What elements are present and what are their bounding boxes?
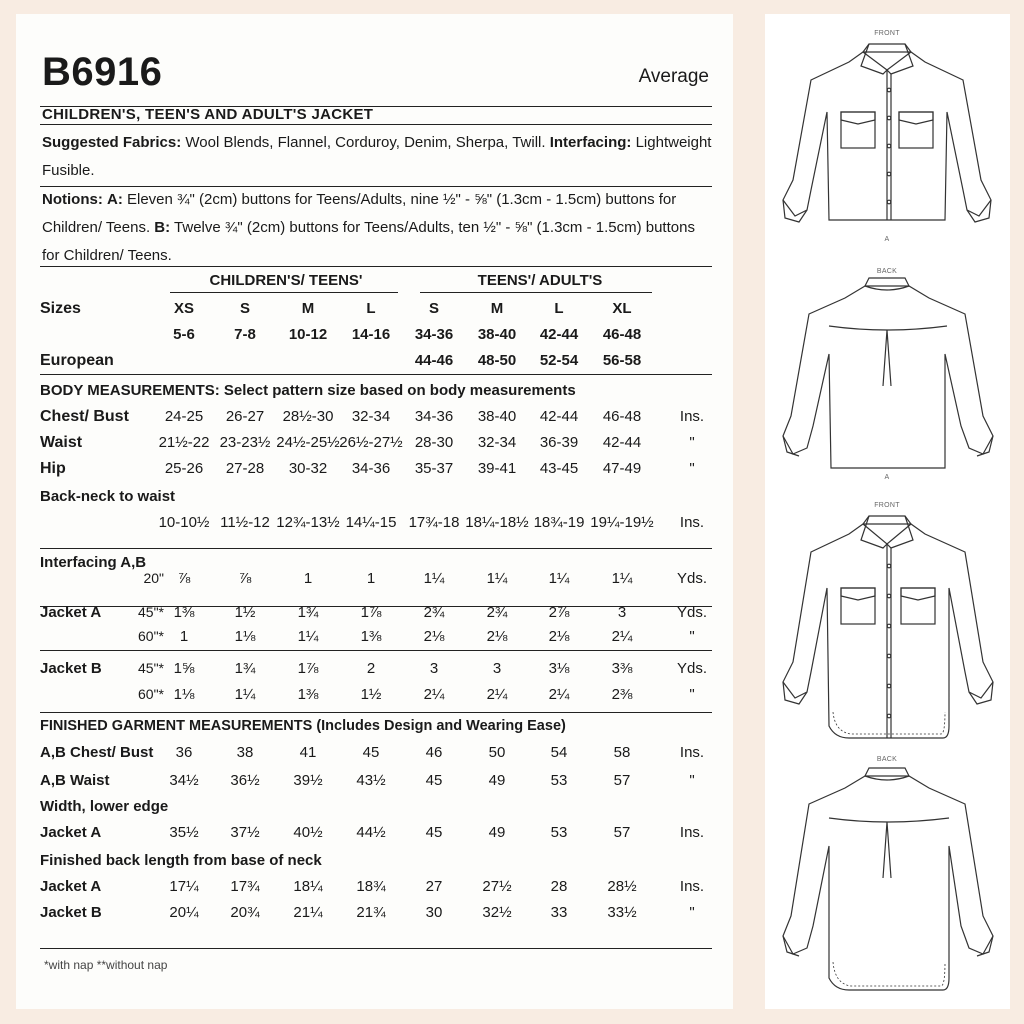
table-cell: 53 bbox=[550, 824, 568, 841]
table-cell: 3⅜ bbox=[611, 660, 633, 677]
unit-label: Ins. bbox=[679, 408, 705, 425]
group-underline bbox=[170, 292, 398, 293]
table-cell: 54 bbox=[550, 744, 568, 761]
table-cell: 17¾ bbox=[230, 878, 260, 895]
divider bbox=[40, 712, 712, 713]
table-cell: 26-27 bbox=[225, 408, 265, 425]
body-measurements-title: BODY MEASUREMENTS: Select pattern size based on body measurements bbox=[40, 382, 576, 399]
table-cell: 11½-12 bbox=[220, 514, 270, 531]
finished-measurements-title: FINISHED GARMENT MEASUREMENTS (Includes Design and Wearing Ease) bbox=[40, 718, 566, 734]
unit-label: Yds. bbox=[676, 570, 707, 587]
table-cell: 58 bbox=[613, 744, 631, 761]
size-letter: XS bbox=[173, 300, 194, 317]
table-cell: 40½ bbox=[293, 824, 323, 841]
table-cell: 34½ bbox=[169, 772, 199, 789]
back-length-label: Finished back length from base of neck bbox=[40, 852, 322, 869]
table-cell: 1¼ bbox=[297, 628, 319, 645]
table-cell: 17¾-18 bbox=[408, 514, 460, 531]
divider bbox=[40, 948, 712, 949]
fabric-width: 20" bbox=[143, 570, 164, 586]
size-letter: M bbox=[301, 300, 315, 317]
table-cell: 1 bbox=[303, 570, 313, 587]
table-cell: 57 bbox=[613, 772, 631, 789]
table-cell: 1¼ bbox=[548, 570, 570, 587]
difficulty-level: Average bbox=[638, 66, 709, 87]
table-cell: 1⅛ bbox=[234, 628, 256, 645]
unit-label: " bbox=[689, 686, 695, 703]
table-cell: 2⅛ bbox=[548, 628, 570, 645]
divider bbox=[40, 548, 712, 549]
table-cell: 27½ bbox=[482, 878, 512, 895]
fabric-width: 60"* bbox=[138, 628, 164, 644]
size-number: 14-16 bbox=[351, 326, 391, 343]
unit-label: Ins. bbox=[679, 824, 705, 841]
unit-label: " bbox=[689, 628, 695, 645]
table-cell: 12¾-13½ bbox=[276, 514, 340, 531]
body-row-label: Waist bbox=[40, 434, 83, 451]
table-cell: ⅞ bbox=[238, 570, 252, 587]
table-cell: 1⅜ bbox=[297, 686, 319, 703]
table-cell: 45 bbox=[362, 744, 380, 761]
view-label: BACK bbox=[876, 756, 898, 763]
table-cell: 1⅝ bbox=[173, 660, 195, 677]
table-cell: 34-36 bbox=[351, 460, 391, 477]
table-cell: 39-41 bbox=[477, 460, 517, 477]
fabrics-label: Suggested Fabrics: bbox=[42, 134, 182, 151]
table-cell: 1⅞ bbox=[360, 604, 382, 621]
table-cell: 42-44 bbox=[602, 434, 642, 451]
table-cell: 49 bbox=[488, 824, 506, 841]
jacket-a-back-drawing bbox=[765, 276, 1010, 476]
group-adults-heading: TEENS'/ ADULT'S bbox=[477, 272, 603, 289]
table-cell: 30 bbox=[425, 904, 443, 921]
variant-label: A bbox=[884, 236, 890, 243]
view-label: FRONT bbox=[874, 30, 900, 37]
table-cell: 2⅞ bbox=[548, 604, 570, 621]
size-number: 46-48 bbox=[602, 326, 642, 343]
table-cell: 1 bbox=[179, 628, 189, 645]
size-letter: L bbox=[554, 300, 564, 317]
unit-label: Ins. bbox=[679, 878, 705, 895]
table-cell: 57 bbox=[613, 824, 631, 841]
table-cell: 1⅛ bbox=[173, 686, 195, 703]
table-cell: 50 bbox=[488, 744, 506, 761]
table-cell: 23-23½ bbox=[219, 434, 271, 451]
table-cell: 28½ bbox=[607, 878, 637, 895]
notions-b-label: B: bbox=[154, 219, 171, 236]
table-cell: 2¼ bbox=[486, 686, 508, 703]
interfacing-yardage-label: Interfacing A,B bbox=[40, 554, 147, 571]
table-cell: 2¼ bbox=[423, 686, 445, 703]
size-european: 48-50 bbox=[477, 352, 517, 369]
table-cell: 2¼ bbox=[611, 628, 633, 645]
unit-label: " bbox=[689, 772, 695, 789]
divider bbox=[40, 124, 712, 125]
table-cell: 21½-22 bbox=[158, 434, 210, 451]
table-cell: 47-49 bbox=[602, 460, 642, 477]
notions-a-label: A: bbox=[107, 191, 123, 208]
table-cell: 21¼ bbox=[293, 904, 323, 921]
size-european: 56-58 bbox=[602, 352, 642, 369]
table-cell: 38-40 bbox=[477, 408, 517, 425]
table-cell: 1⅜ bbox=[360, 628, 382, 645]
table-cell: 39½ bbox=[293, 772, 323, 789]
notions-paragraph bbox=[42, 186, 714, 270]
table-cell: 42-44 bbox=[539, 408, 579, 425]
table-cell: 17¼ bbox=[169, 878, 199, 895]
fabrics-paragraph bbox=[42, 129, 714, 185]
view-label: BACK bbox=[876, 268, 898, 275]
table-cell: 1½ bbox=[234, 604, 256, 621]
size-number: 5-6 bbox=[173, 326, 195, 343]
table-cell: 46 bbox=[425, 744, 443, 761]
table-cell: 30-32 bbox=[288, 460, 328, 477]
unit-label: " bbox=[689, 904, 695, 921]
size-number: 38-40 bbox=[477, 326, 517, 343]
table-cell: 1¼ bbox=[234, 686, 256, 703]
jacket-b-front-drawing bbox=[765, 512, 1010, 746]
table-cell: 43½ bbox=[356, 772, 386, 789]
body-row-label: Chest/ Bust bbox=[40, 408, 129, 425]
table-cell: 28½-30 bbox=[282, 408, 334, 425]
sizes-label: Sizes bbox=[40, 300, 81, 317]
table-cell: 2⅜ bbox=[611, 686, 633, 703]
notions-label: Notions: bbox=[42, 191, 103, 208]
unit-label: " bbox=[689, 460, 695, 477]
table-cell: 36½ bbox=[230, 772, 260, 789]
european-label: European bbox=[40, 352, 114, 369]
table-cell: 10-10½ bbox=[158, 514, 210, 531]
fabric-width: 45"* bbox=[138, 604, 164, 620]
table-cell: 32-34 bbox=[351, 408, 391, 425]
size-letter: L bbox=[366, 300, 376, 317]
table-cell: 36-39 bbox=[539, 434, 579, 451]
table-cell: 1¾ bbox=[234, 660, 256, 677]
size-european: 52-54 bbox=[539, 352, 579, 369]
size-number: 10-12 bbox=[288, 326, 328, 343]
jacket-b-back-drawing bbox=[765, 766, 1010, 996]
table-cell: 18¾ bbox=[356, 878, 386, 895]
table-cell: 1 bbox=[366, 570, 376, 587]
divider bbox=[40, 374, 712, 375]
table-cell: 24-25 bbox=[164, 408, 204, 425]
table-cell: 1¼ bbox=[423, 570, 445, 587]
notions-a-text: Eleven ¾" (2cm) buttons for Teens/Adults, nine ½" - ⅝" (1.3cm - 1.5cm) buttons for Children/ Teens. bbox=[42, 191, 677, 236]
table-cell: 2¾ bbox=[486, 604, 508, 621]
table-cell: 2¼ bbox=[548, 686, 570, 703]
table-cell: 27-28 bbox=[225, 460, 265, 477]
table-cell: 3 bbox=[429, 660, 439, 677]
size-number: 42-44 bbox=[539, 326, 579, 343]
unit-label: Ins. bbox=[679, 744, 705, 761]
finished-row-label: Jacket A bbox=[40, 878, 102, 895]
pattern-code: B6916 bbox=[42, 50, 163, 94]
table-cell: 41 bbox=[299, 744, 317, 761]
table-cell: 36 bbox=[175, 744, 193, 761]
size-letter: S bbox=[428, 300, 439, 317]
table-cell: 2 bbox=[366, 660, 376, 677]
notions-b-text: Twelve ¾" (2cm) buttons for Teens/Adults, ten ½" - ⅝" (1.3cm - 1.5cm) buttons for Children/ Teens. bbox=[42, 219, 695, 264]
table-cell: 14¼-15 bbox=[345, 514, 397, 531]
pattern-title: CHILDREN'S, TEEN'S AND ADULT'S JACKET bbox=[42, 106, 374, 123]
divider bbox=[40, 650, 712, 651]
table-cell: 43-45 bbox=[539, 460, 579, 477]
jacket-a-front-drawing bbox=[765, 40, 1010, 250]
table-cell: 20¾ bbox=[230, 904, 260, 921]
table-cell: 24½-25½ bbox=[276, 434, 340, 451]
unit-label: Yds. bbox=[676, 604, 707, 621]
size-number: 7-8 bbox=[234, 326, 256, 343]
size-letter: S bbox=[239, 300, 250, 317]
table-cell: 1⅜ bbox=[173, 604, 195, 621]
table-cell: 49 bbox=[488, 772, 506, 789]
table-cell: 1½ bbox=[360, 686, 382, 703]
table-cell: 46-48 bbox=[602, 408, 642, 425]
footnote: *with nap **without nap bbox=[44, 958, 168, 972]
table-cell: 1⅞ bbox=[297, 660, 319, 677]
size-letter: XL bbox=[612, 300, 632, 317]
table-cell: 28 bbox=[550, 878, 568, 895]
unit-label: " bbox=[689, 434, 695, 451]
table-cell: 2¾ bbox=[423, 604, 445, 621]
table-cell: 3 bbox=[617, 604, 627, 621]
divider bbox=[40, 266, 712, 267]
table-cell: 28-30 bbox=[414, 434, 454, 451]
table-cell: 21¾ bbox=[356, 904, 386, 921]
table-cell: 18¼-18½ bbox=[465, 514, 529, 531]
table-cell: 19¼-19½ bbox=[590, 514, 654, 531]
table-cell: 37½ bbox=[230, 824, 260, 841]
table-cell: 35-37 bbox=[414, 460, 454, 477]
table-cell: 45 bbox=[425, 824, 443, 841]
finished-row-label: A,B Chest/ Bust bbox=[40, 744, 154, 761]
unit-label: Ins. bbox=[679, 514, 705, 531]
backneck-label: Back-neck to waist bbox=[40, 488, 176, 505]
finished-row-label: Jacket A bbox=[40, 824, 102, 841]
interfacing-label: Interfacing: bbox=[549, 134, 632, 151]
jacket-b-yardage-label: Jacket B bbox=[40, 660, 102, 677]
unit-label: Yds. bbox=[676, 660, 707, 677]
width-lower-edge-label: Width, lower edge bbox=[40, 798, 169, 815]
table-cell: ⅞ bbox=[177, 570, 191, 587]
table-cell: 32-34 bbox=[477, 434, 517, 451]
table-cell: 35½ bbox=[169, 824, 199, 841]
table-cell: 44½ bbox=[356, 824, 386, 841]
table-cell: 3⅛ bbox=[548, 660, 570, 677]
size-european: 44-46 bbox=[414, 352, 454, 369]
size-letter: M bbox=[490, 300, 504, 317]
table-cell: 1¾ bbox=[297, 604, 319, 621]
table-cell: 32½ bbox=[482, 904, 512, 921]
table-cell: 2⅛ bbox=[486, 628, 508, 645]
fabrics-text: Wool Blends, Flannel, Corduroy, Denim, Sherpa, Twill. bbox=[185, 134, 546, 151]
group-children-heading: CHILDREN'S/ TEENS' bbox=[209, 272, 363, 289]
table-cell: 33 bbox=[550, 904, 568, 921]
table-cell: 1¼ bbox=[611, 570, 633, 587]
pattern-envelope-back bbox=[16, 14, 733, 1009]
jacket-a-yardage-label: Jacket A bbox=[40, 604, 102, 621]
fabric-width: 60"* bbox=[138, 686, 164, 702]
fabric-width: 45"* bbox=[138, 660, 164, 676]
variant-label: A bbox=[884, 474, 890, 481]
table-cell: 20¼ bbox=[169, 904, 199, 921]
table-cell: 2⅛ bbox=[423, 628, 445, 645]
table-cell: 34-36 bbox=[414, 408, 454, 425]
view-label: FRONT bbox=[874, 502, 900, 509]
table-cell: 38 bbox=[236, 744, 254, 761]
table-cell: 25-26 bbox=[164, 460, 204, 477]
table-cell: 3 bbox=[492, 660, 502, 677]
interfacing-text: Lightweight Fusible. bbox=[42, 134, 712, 179]
table-cell: 27 bbox=[425, 878, 443, 895]
table-cell: 33½ bbox=[607, 904, 637, 921]
body-row-label: Hip bbox=[40, 460, 66, 477]
table-cell: 18¾-19 bbox=[533, 514, 585, 531]
table-cell: 18¼ bbox=[293, 878, 323, 895]
finished-row-label: Jacket B bbox=[40, 904, 102, 921]
technical-drawings-panel bbox=[765, 14, 1010, 1009]
table-cell: 26½-27½ bbox=[339, 434, 403, 451]
finished-row-label: A,B Waist bbox=[40, 772, 110, 789]
group-underline bbox=[420, 292, 652, 293]
table-cell: 53 bbox=[550, 772, 568, 789]
table-cell: 1¼ bbox=[486, 570, 508, 587]
table-cell: 45 bbox=[425, 772, 443, 789]
size-number: 34-36 bbox=[414, 326, 454, 343]
